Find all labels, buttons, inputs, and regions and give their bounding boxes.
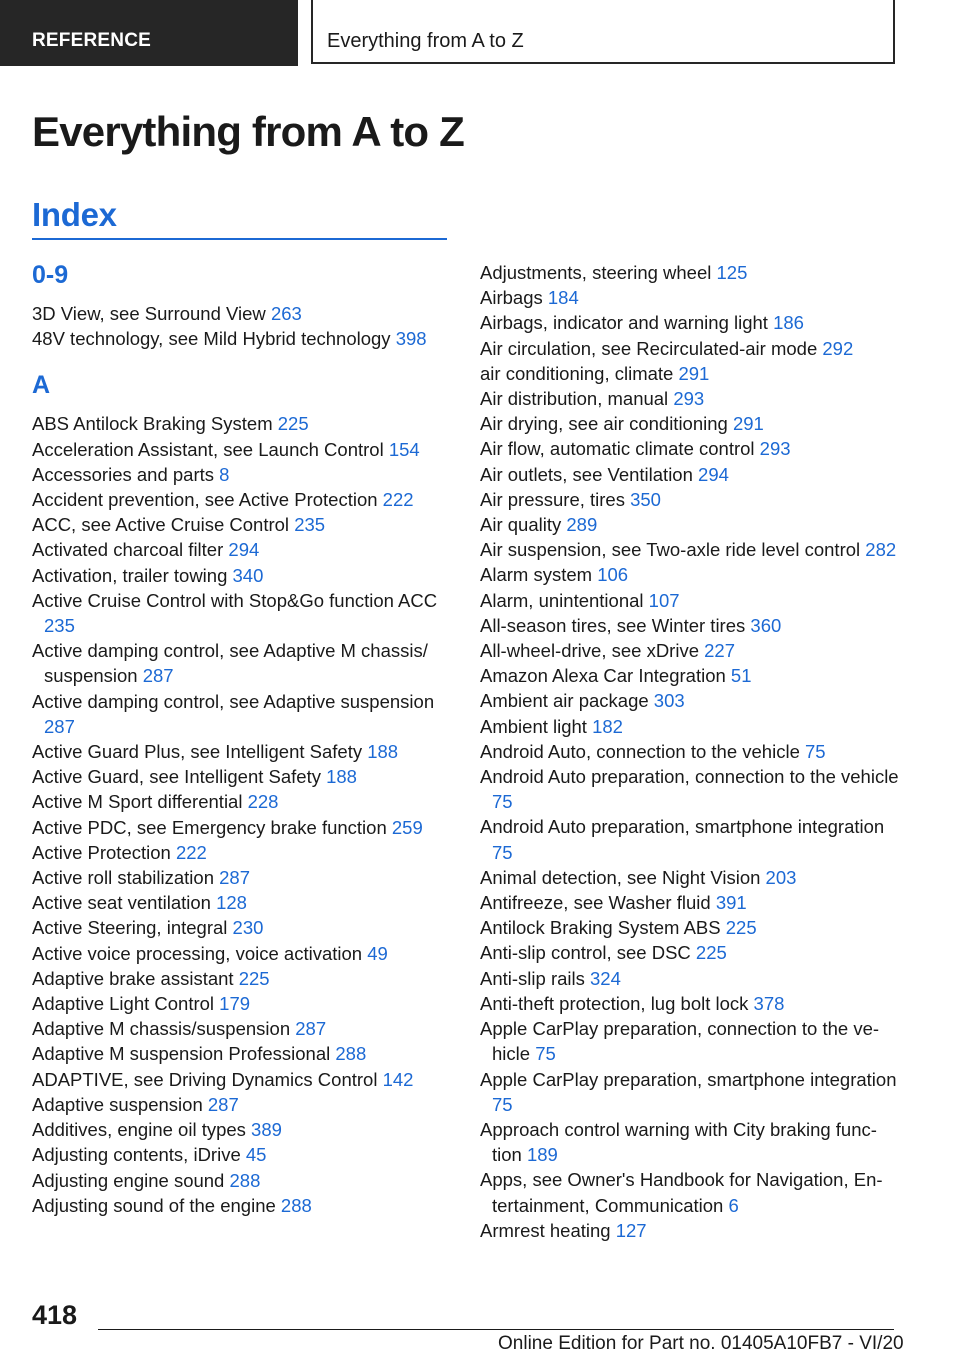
page-header: [0, 0, 960, 66]
edition-note: Online Edition for Part no. 01405A10FB7 - VI/20: [498, 1333, 904, 1354]
index-entry-text: Anti-slip control, see DSC: [480, 942, 691, 964]
page-reference-link[interactable]: 127: [615, 1219, 647, 1241]
page-reference-link[interactable]: 303: [653, 690, 685, 712]
index-entry-text: Antilock Braking System ABS: [480, 917, 721, 939]
index-entry-text: Adaptive brake assistant: [32, 967, 234, 989]
index-entry: [480, 285, 900, 310]
entry-list: [32, 301, 452, 351]
index-entry: [480, 361, 900, 386]
index-entry-text: Active Guard Plus, see Intelligent Safety: [32, 741, 363, 763]
index-entry: [32, 1067, 452, 1092]
chapter-label: Everything from A to Z: [311, 0, 895, 64]
index-entry: [32, 1142, 452, 1167]
index-entry-text: Antifreeze, see Washer fluid: [480, 892, 711, 914]
index-entry: [480, 336, 900, 361]
page-reference-link[interactable]: 288: [280, 1194, 312, 1216]
index-entry-text: Airbags: [480, 287, 543, 309]
index-entry: [32, 890, 452, 915]
index-entry-text: Air distribution, manual: [480, 388, 669, 410]
page-reference-link[interactable]: 75: [492, 1093, 513, 1115]
page-reference-link[interactable]: 287: [295, 1018, 327, 1040]
index-entry-text: Air quality: [480, 514, 562, 536]
index-entry-text: Acceleration Assistant, see Launch Control: [32, 438, 384, 460]
index-entry-text: Approach control warning with City braking function: [480, 1118, 877, 1166]
index-entry: [480, 991, 900, 1016]
index-entry-text: Adjusting engine sound: [32, 1169, 225, 1191]
index-entry: [480, 537, 900, 562]
index-entry-text: Adaptive Light Control: [32, 993, 215, 1015]
index-entry: [32, 991, 452, 1016]
page-reference-link[interactable]: 75: [492, 791, 513, 813]
index-entry-text: Adjusting sound of the engine: [32, 1194, 276, 1216]
page-reference-link[interactable]: 287: [142, 665, 174, 687]
index-entry-text: Apps, see Owner's Handbook for Navigation, Entertainment, Communication: [480, 1169, 883, 1216]
page-reference-link[interactable]: 259: [391, 816, 423, 838]
index-entry-text: Adaptive M suspension Professional: [32, 1043, 331, 1065]
page-reference-link[interactable]: 203: [765, 866, 797, 888]
index-entry-text: Android Auto, connection to the vehicle: [480, 740, 800, 762]
index-entry: [32, 815, 452, 840]
index-entry-text: Armrest heating: [480, 1219, 611, 1241]
index-entry-text: Active voice processing, voice activation: [32, 942, 363, 964]
index-entry: [480, 386, 900, 411]
page-reference-link[interactable]: 8: [219, 463, 230, 485]
page-reference-link[interactable]: 292: [822, 337, 854, 359]
index-entry-text: ACC, see Active Cruise Control: [32, 514, 290, 536]
index-entry: [480, 1167, 900, 1217]
index-entry-text: Active Protection: [32, 841, 171, 863]
page-reference-link[interactable]: 75: [535, 1043, 556, 1065]
page-reference-link[interactable]: 324: [590, 967, 621, 989]
index-entry-text: 48V technology, see Mild Hybrid technology: [32, 328, 391, 350]
page-reference-link[interactable]: 6: [728, 1194, 739, 1216]
page-reference-link[interactable]: 179: [219, 993, 251, 1015]
index-entry: [32, 1168, 452, 1193]
index-entry: [480, 688, 900, 713]
index-entry-text: Accessories and parts: [32, 463, 215, 485]
index-entry-text: ABS Antilock Braking System: [32, 413, 273, 435]
index-entry-text: Apple CarPlay preparation, connection to the vehicle: [480, 1018, 880, 1065]
page-reference-link[interactable]: 294: [228, 539, 260, 561]
index-entry: [32, 689, 452, 739]
page-reference-link[interactable]: 350: [630, 488, 661, 510]
page-reference-link[interactable]: 154: [388, 438, 420, 460]
index-entry: [32, 840, 452, 865]
index-entry-text: Adjusting contents, iDrive: [32, 1144, 241, 1166]
index-entry: [480, 1218, 900, 1243]
index-entry-text: Air circulation, see Recirculated-air mode: [480, 337, 818, 359]
index-entry-text: Ambient light: [480, 715, 587, 737]
page-reference-link[interactable]: 340: [232, 564, 264, 586]
page-reference-link[interactable]: 142: [382, 1068, 414, 1090]
index-entry: [32, 764, 452, 789]
page-reference-link[interactable]: 75: [805, 740, 826, 762]
page-reference-link[interactable]: 291: [678, 362, 710, 384]
page-reference-link[interactable]: 225: [725, 917, 757, 939]
index-entry-text: Alarm, unintentional: [480, 589, 644, 611]
index-entry-text: 3D View, see Surround View: [32, 303, 266, 324]
index-entry-text: Active roll stabilization: [32, 867, 214, 889]
index-entry-text: Anti-theft protection, lug bolt lock: [480, 992, 749, 1014]
index-entry: [480, 663, 900, 688]
index-entry-text: Adjustments, steering wheel: [480, 262, 712, 283]
page-reference-link[interactable]: 398: [395, 328, 427, 350]
page-reference-link[interactable]: 230: [232, 917, 264, 939]
index-entry: [480, 764, 900, 814]
page-reference-link[interactable]: 182: [592, 715, 623, 737]
page-reference-link[interactable]: 282: [865, 539, 897, 561]
page-reference-link[interactable]: 360: [750, 614, 782, 636]
index-entry-text: All-wheel-drive, see xDrive: [480, 640, 699, 662]
index-entry: [480, 714, 900, 739]
index-entry-text: Active damping control, see Adaptive M chassis/​suspension: [32, 640, 428, 687]
index-entry: [32, 1016, 452, 1041]
page-reference-link[interactable]: 184: [547, 287, 579, 309]
page-reference-link[interactable]: 225: [277, 413, 309, 435]
page-reference-link[interactable]: 391: [715, 892, 747, 914]
page-title: Everything from A to Z: [32, 108, 464, 155]
index-entry: [32, 966, 452, 991]
page-reference-link[interactable]: 389: [251, 1119, 282, 1141]
page-reference-link[interactable]: 49: [367, 942, 388, 964]
index-entry-text: Android Auto preparation, smartphone integration: [480, 816, 885, 838]
index-entry: [480, 260, 900, 285]
index-entry-text: Air outlets, see Ventilation: [480, 463, 693, 485]
index-entry: [480, 462, 900, 487]
page-reference-link[interactable]: 291: [732, 413, 764, 435]
index-entry-text: Accident prevention, see Active Protection: [32, 489, 378, 511]
page-reference-link[interactable]: 107: [648, 589, 680, 611]
index-entry: [32, 941, 452, 966]
index-entry-text: Amazon Alexa Car Integration: [480, 665, 726, 687]
index-entry: [480, 966, 900, 991]
index-entry: [480, 613, 900, 638]
page-reference-link[interactable]: 227: [704, 640, 735, 662]
page-reference-link[interactable]: 289: [566, 514, 598, 536]
index-entry-text: Active seat ventilation: [32, 892, 211, 914]
page-reference-link[interactable]: 125: [716, 262, 748, 283]
index-entry: [480, 890, 900, 915]
page-reference-link[interactable]: 225: [238, 967, 270, 989]
index-entry-text: Active M Sport differential: [32, 791, 243, 813]
page-reference-link[interactable]: 287: [219, 867, 251, 889]
index-entry: [32, 1117, 452, 1142]
index-entry: [32, 487, 452, 512]
index-entry: [480, 814, 900, 864]
letter-heading: 0-9: [32, 261, 69, 289]
index-entry: [480, 739, 900, 764]
page-reference-link[interactable]: 51: [730, 665, 752, 687]
page-reference-link[interactable]: 235: [44, 615, 75, 637]
index-entry-text: Active Cruise Control with Stop&Go function ACC: [32, 589, 438, 611]
index-entry: [480, 562, 900, 587]
index-entry-text: Air suspension, see Two-axle ride level control: [480, 539, 861, 561]
page-reference-link[interactable]: 189: [526, 1144, 558, 1166]
page-reference-link[interactable]: 288: [229, 1169, 261, 1191]
index-entry: [480, 865, 900, 890]
page-reference-link[interactable]: 186: [773, 312, 804, 334]
index-entry: [480, 1117, 900, 1167]
page-reference-link[interactable]: 293: [759, 438, 791, 460]
index-entry: [32, 537, 452, 562]
index-entry-text: Air pressure, tires: [480, 488, 625, 510]
index-entry: [32, 437, 452, 462]
page-reference-link[interactable]: 225: [695, 942, 727, 964]
page-number: 418: [32, 1300, 78, 1330]
index-entry: [32, 301, 452, 326]
index-entry-text: Airbags, indicator and warning light: [480, 312, 768, 334]
index-entry: [32, 865, 452, 890]
page-reference-link[interactable]: 294: [698, 463, 729, 485]
page-reference-link[interactable]: 288: [335, 1043, 367, 1065]
index-entry-text: Ambient air package: [480, 690, 649, 712]
index-entry: [480, 310, 900, 335]
page-reference-link[interactable]: 188: [367, 741, 399, 763]
index-entry-text: Android Auto preparation, connection to the vehicle: [480, 766, 899, 788]
index-entry: [480, 915, 900, 940]
index-entry-text: All-season tires, see Winter tires: [480, 614, 746, 636]
entry-list: [480, 260, 900, 1243]
index-entry: [480, 940, 900, 965]
index-entry: [480, 512, 900, 537]
index-entry-text: Alarm system: [480, 564, 593, 586]
index-entry-text: ADAPTIVE, see Driving Dynamics Control: [32, 1068, 378, 1090]
index-entry: [32, 462, 452, 487]
index-entry-text: Activated charcoal filter: [32, 539, 224, 561]
index-entry: [32, 1193, 452, 1218]
index-entry: [32, 326, 452, 351]
page-reference-link[interactable]: 378: [753, 992, 785, 1014]
index-entry: [32, 739, 452, 764]
index-entry-text: air conditioning, climate: [480, 362, 674, 384]
entry-list: [32, 411, 452, 1218]
page-reference-link[interactable]: 293: [673, 388, 705, 410]
index-entry: [480, 588, 900, 613]
index-entry: [480, 638, 900, 663]
index-entry-text: Apple CarPlay preparation, smartphone integration: [480, 1068, 897, 1090]
page-reference-link[interactable]: 106: [597, 564, 629, 586]
index-entry: [32, 915, 452, 940]
index-entry: [32, 638, 452, 688]
index-heading: Index: [32, 196, 447, 240]
footer-divider: [98, 1329, 894, 1330]
index-entry-text: Active PDC, see Emergency brake function: [32, 816, 387, 838]
index-entry-text: Additives, engine oil types: [32, 1119, 246, 1141]
index-entry: [32, 588, 452, 638]
index-entry: [480, 411, 900, 436]
page-reference-link[interactable]: 287: [207, 1093, 239, 1115]
index-entry-text: Adaptive M chassis/suspension: [32, 1018, 291, 1040]
page-reference-link[interactable]: 222: [175, 841, 207, 863]
page-reference-link[interactable]: 188: [326, 766, 357, 788]
index-entry-text: Air flow, automatic climate control: [480, 438, 755, 460]
index-entry-text: Air drying, see air conditioning: [480, 413, 728, 435]
page-reference-link[interactable]: 263: [270, 303, 302, 324]
index-entry: [32, 1092, 452, 1117]
index-entry: [32, 1041, 452, 1066]
index-entry: [32, 789, 452, 814]
index-entry: [480, 487, 900, 512]
section-label: REFERENCE: [0, 0, 298, 66]
index-entry: [480, 1016, 900, 1066]
index-entry-text: Animal detection, see Night Vision: [480, 866, 761, 888]
page-reference-link[interactable]: 235: [294, 514, 326, 536]
page-reference-link[interactable]: 228: [247, 791, 279, 813]
index-column-left: [32, 257, 452, 1218]
index-entry: [480, 1067, 900, 1117]
page-reference-link[interactable]: 222: [382, 489, 414, 511]
page-reference-link[interactable]: 75: [492, 841, 513, 863]
index-column-right: [480, 260, 900, 1243]
index-entry-text: Adaptive suspension: [32, 1093, 203, 1115]
index-entry: [32, 512, 452, 537]
index-entry-text: Active Guard, see Intelligent Safety: [32, 766, 321, 788]
letter-heading: A: [32, 371, 51, 400]
index-entry-text: Active Steering, integral: [32, 917, 228, 939]
index-entry: [32, 563, 452, 588]
page-reference-link[interactable]: 128: [216, 892, 247, 914]
index-entry: [480, 436, 900, 461]
index-entry-text: Active damping control, see Adaptive suspension: [32, 690, 435, 712]
page-reference-link[interactable]: 45: [245, 1144, 267, 1166]
page-reference-link[interactable]: 287: [44, 715, 75, 737]
index-entry-text: Anti-slip rails: [480, 967, 585, 989]
index-entry-text: Activation, trailer towing: [32, 564, 228, 586]
index-entry: [32, 411, 452, 436]
